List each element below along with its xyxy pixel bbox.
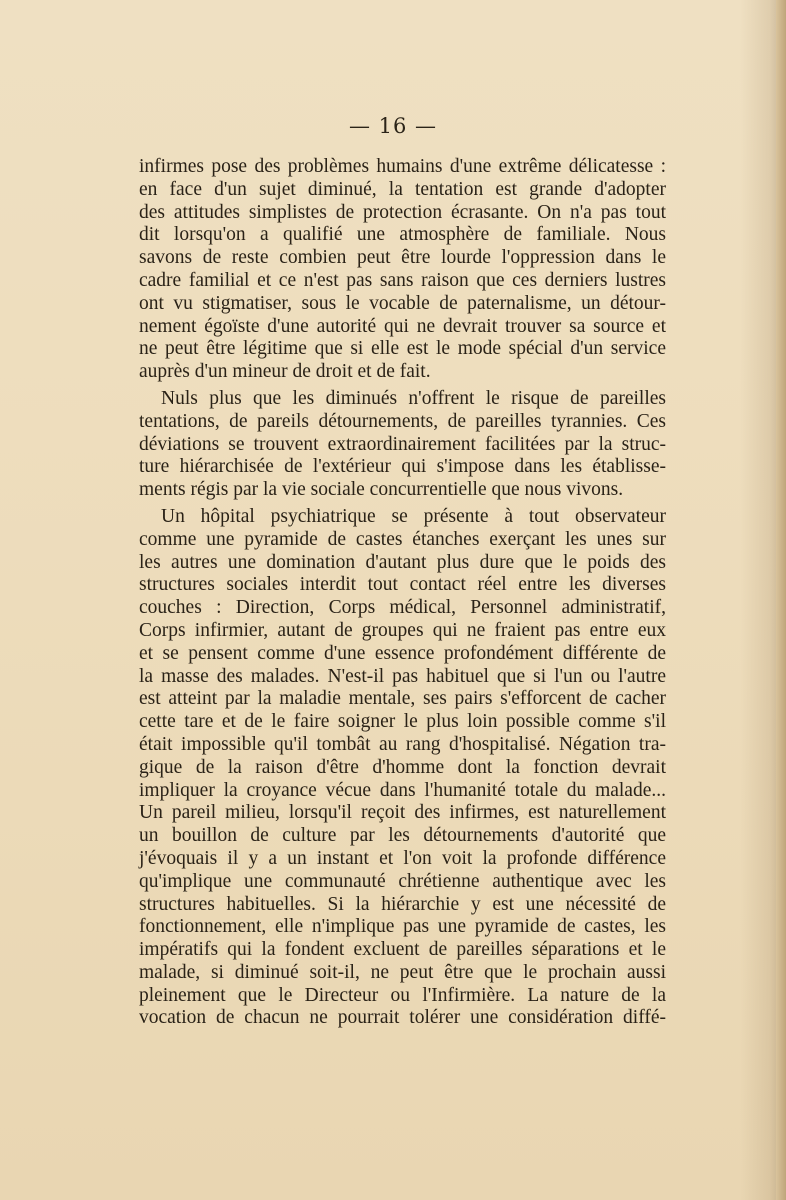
paragraph-1 [139,156,666,384]
text-line: Un pareil milieu, lorsqu'il reçoit des infirmes, est naturellement [139,802,666,824]
text-line: pleinement que le Directeur ou l'Infirmière. La nature de la [139,984,666,1006]
text-line: est atteint par la maladie mentale, ses pairs s'efforcent de cacher [139,688,666,710]
text-line: des attitudes simplistes de protection écrasante. On n'a pas tout [139,201,666,223]
text-line: ont vu stigmatiser, sous le vocable de paternalisme, un détour- [139,292,666,314]
paragraph-3 [139,506,666,1030]
text-line: ture hiérarchisée de l'extérieur qui s'impose dans les établisse- [139,456,666,478]
text-line: Nuls plus que les diminués n'offrent le risque de pareilles [161,387,666,409]
text-line: vocation de chacun ne pourrait tolérer une considération diffé- [139,1007,666,1029]
text-line: un bouillon de culture par les détournements d'autorité que [139,825,666,847]
text-line: impliquer la croyance vécue dans l'humanité totale du malade... [139,779,666,801]
paragraph-2 [139,388,666,502]
text-line: était impossible qu'il tombât au rang d'hospitalisé. Négation tra- [139,733,666,755]
text-line: en face d'un sujet diminué, la tentation est grande d'adopter [139,178,666,200]
page-number: — 16 — [348,114,438,138]
text-line: j'évoquais il y a un instant et l'on voit la profonde différence [139,847,666,869]
text-line: impératifs qui la fondent excluent de pareilles séparations et le [139,939,666,961]
text-line: cette tare et de le faire soigner le plus loin possible comme s'il [139,711,666,733]
text-line: la masse des malades. N'est-il pas habituel que si l'un ou l'autre [139,665,666,687]
text-line: tentations, de pareils détournements, de pareilles tyrannies. Ces [139,410,666,432]
text-line: structures habituelles. Si la hiérarchie y est une nécessité de [139,893,666,915]
text-line: cadre familial et ce n'est pas sans raison que ces derniers lustres [139,269,666,291]
text-line: Un hôpital psychiatrique se présente à tout observateur [161,505,666,527]
text-line: auprès d'un mineur de droit et de fait. [139,361,431,383]
text-line: Corps infirmier, autant de groupes qui ne fraient pas entre eux [139,619,666,641]
text-line: structures sociales interdit tout contact réel entre les diverses [139,574,666,596]
text-line: malade, si diminué soit-il, ne peut être que le prochain aussi [139,961,666,983]
text-line: nement égoïste d'une autorité qui ne devrait trouver sa source et [139,315,666,337]
page-edge-shadow [776,0,786,1200]
text-line: dit lorsqu'on a qualifié une atmosphère de familiale. Nous [139,224,666,246]
text-line: infirmes pose des problèmes humains d'une extrême délicatesse : [139,156,666,177]
text-line: les autres une domination d'autant plus dure que le poids des [139,551,666,573]
text-line: couches : Direction, Corps médical, Personnel administratif, [139,597,666,619]
text-line: savons de reste combien peut être lourde l'oppression dans le [139,247,666,269]
text-line: déviations se trouvent extraordinairement facilitées par la struc- [139,433,666,455]
text-line: gique de la raison d'être d'homme dont la fonction devrait [139,756,666,778]
body-text [139,156,666,1030]
text-line: fonctionnement, elle n'implique pas une pyramide de castes, les [139,916,666,938]
text-line: comme une pyramide de castes étanches exerçant les unes sur [139,528,666,550]
text-line: ments régis par la vie sociale concurrentielle que nous vivons. [139,479,624,501]
text-line: ne peut être légitime que si elle est le mode spécial d'un service [139,338,666,360]
text-line: et se pensent comme d'une essence profondément différente de [139,642,666,664]
text-line: qu'implique une communauté chrétienne authentique avec les [139,870,666,892]
